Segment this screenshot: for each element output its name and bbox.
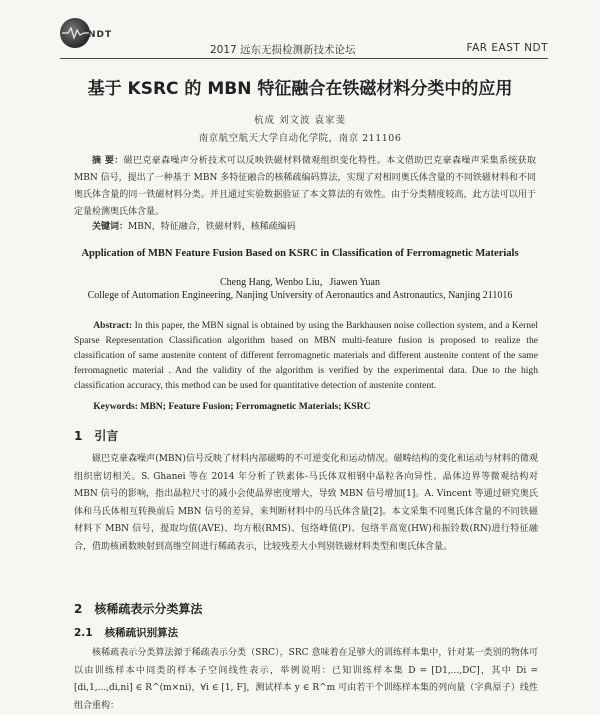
abstract-en (74, 318, 538, 393)
section-2-number: 2 (74, 602, 83, 616)
paper-title-en: Application of MBN Feature Fusion Based on KSRC in Classification of Ferromagnetic Materials (81, 248, 519, 259)
section-2-title: 核稀疏表示分类算法 (94, 602, 203, 616)
section-1-body: 磁巴克豪森噪声(MBN)信号反映了材料内部磁畴的不可逆变化和运动情况。磁畴结构的变化和运动与材料的微观组织密切相关。S. Ghanei 等在 2014 年分析了铁素体-马氏体双相钢中晶粒各向异性、晶体边界等微观结构对 MBN 信号的影响，指出晶粒尺寸的减小会使晶界密度增大，导致 MBN 信号增加[1]。A. Vincent 等通过研究奥氏体和马氏体相互转换前后 MBN 信号的差异，来判断材料中的马氏体含量[2]。本文采集不同奥氏体含量的不同铁磁材料下 MBN 信号，提取均值(AVE)、均方根(RMS)、包络峰值(P)、包络半高宽(HW)和振铃数(RN)进行特征融合，借助核函数映射到高维空间进行稀疏表示，比较残差大小判别铁磁材料类型和奥氏体含量。 (74, 454, 538, 552)
affiliation-en: College of Automation Engineering, Nanjing University of Aeronautics and Astronautics, Nanjing 211016 (87, 290, 513, 301)
abstract-cn-label: 摘 要： (92, 156, 124, 166)
authors-en: Cheng Hang, Wenbo Liu，Jiawen Yuan (220, 277, 380, 288)
keywords-en: Keywords: MBN; Feature Fusion; Ferromagnetic Materials; KSRC (93, 401, 371, 412)
section-2-1-body: 核稀疏表示分类算法源于稀疏表示分类（SRC），SRC 意味着在足够大的训练样本集中，针对某一类别的物体可以由训练样本中同类的样本子空间线性表示，举例说明：已知训练样本集 D = [D1,...,DC]，其中 Di = [di,1,...,di,ni] ∈ R^(m×ni)，∀i ∈ [1, F]，测试样本 y ∈ R^m 可由若干个训练样本集的列向量（字典原子）线性组合重构： (74, 648, 538, 711)
conference-name: 2017 远东无损检测新技术论坛 (210, 44, 356, 56)
keywords-cn (74, 219, 536, 232)
affiliation-cn: 南京航空航天大学自动化学院，南京 211106 (198, 133, 402, 144)
paper-title-cn: 基于 KSRC 的 MBN 特征融合在铁磁材料分类中的应用 (87, 79, 513, 99)
section-1-number: 1 (74, 429, 83, 443)
logo-text: NDT (88, 30, 113, 40)
abstract-cn (74, 153, 536, 221)
header-divider (60, 58, 548, 59)
section-1-title: 引言 (94, 429, 119, 443)
series-name: FAR EAST NDT (466, 42, 548, 54)
abstract-en-label: Abstract: (93, 320, 133, 331)
authors-cn: 杭成 刘文波 袁家斐 (253, 115, 347, 126)
section-2-1-heading (74, 625, 178, 640)
section-1-heading (74, 427, 118, 444)
section-2-1-title: 核稀疏识别算法 (104, 627, 179, 639)
conference-logo (60, 18, 120, 52)
section-2-heading (74, 600, 202, 617)
keywords-cn-text: MBN，特征融合，铁磁材料，核稀疏编码 (128, 222, 296, 232)
section-2-1-number: 2.1 (74, 627, 93, 639)
abstract-cn-text: 磁巴克豪森噪声分析技术可以反映铁磁材料微观组织变化特性。本文借助巴克豪森噪声采集系统获取 MBN 信号，提出了一种基于 MBN 多特征融合的核稀疏编码算法，实现了对相同奥氏体含量的不同铁磁材料和不同奥氏体含量的同一铁磁材料分类。并且通过实验数据验证了本文算法的有效性。由于分类精度较高，此方法可以用于定量检测奥氏体含量。 (74, 156, 536, 217)
abstract-en-text: In this paper, the MBN signal is obtained by using the Barkhausen noise collection system, and a Kernel Sparse Representation Classification algorithm based on MBN multi-feature fusion is proposed to realize the classification of same austenite content of different ferromagnetic materials and different austenite content of the same ferromagnetic material . And the validity of the algorithm is verified by the experimental data. Due to the high classification accuracy, this method can be used for quantitative detection of austenite content. (74, 320, 538, 391)
keywords-cn-label: 关键词： (92, 222, 129, 232)
